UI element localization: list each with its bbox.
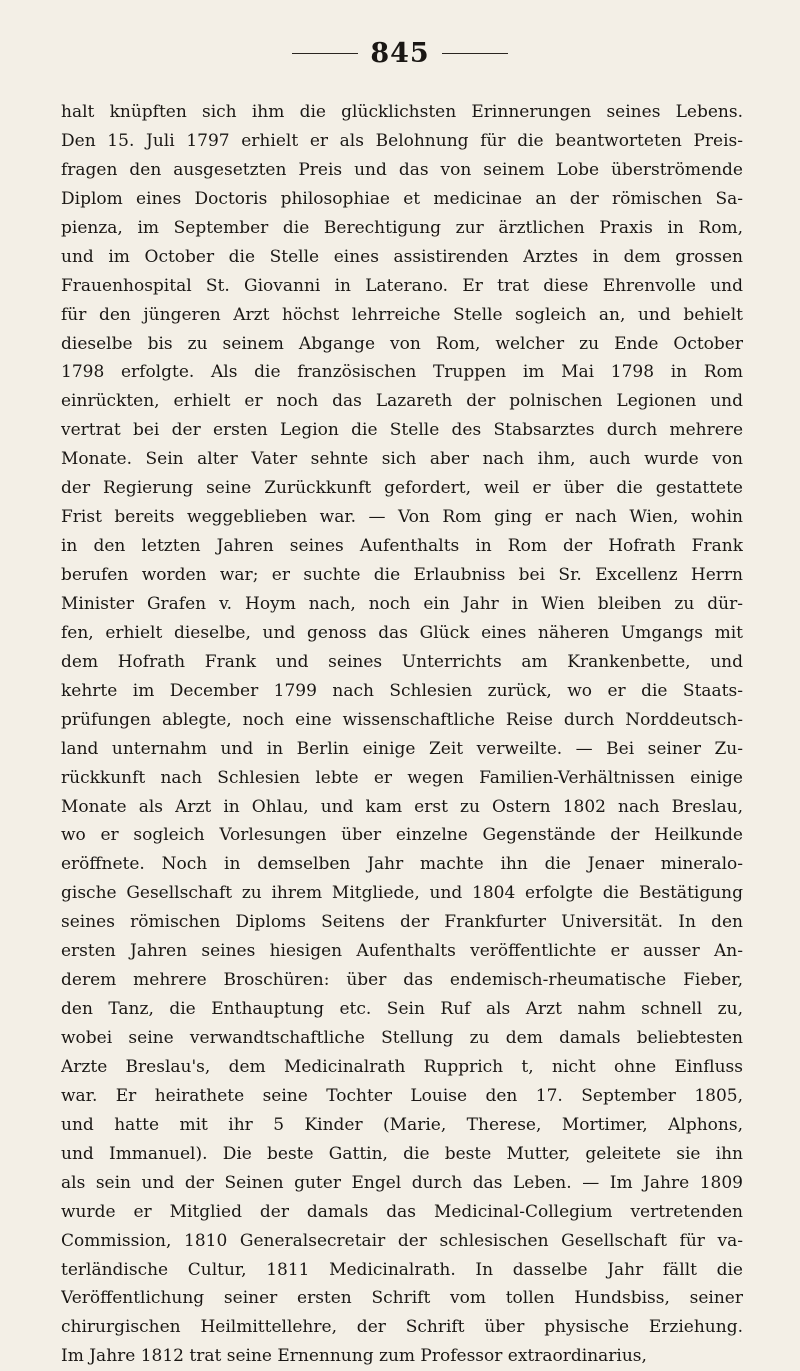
text-line: und im October die Stelle eines assistirenden Arztes in dem grossen (61, 246, 743, 267)
text-line: Veröffentlichung seiner ersten Schrift vom tollen Hundsbiss, seiner (61, 1288, 743, 1309)
text-line: derem mehrere Broschüren: über das endemisch-rheumatische Fieber, (61, 970, 743, 991)
text-line: wobei seine verwandtschaftliche Stellung zu dem damals beliebtesten (61, 1028, 743, 1048)
text-line: prüfungen ablegte, noch eine wissenschaftliche Reise durch Norddeutsch- (61, 709, 743, 730)
text-line: Minister Grafen v. Hoym nach, noch ein Jahr in Wien bleiben zu dür- (61, 593, 743, 614)
header-rule-right (442, 53, 508, 55)
text-line: Commission, 1810 Generalsecretair der schlesischen Gesellschaft für va- (61, 1230, 743, 1251)
text-line: halt knüpften sich ihm die glücklichsten Erinnerungen seines Lebens. (61, 102, 743, 122)
text-line: gische Gesellschaft zu ihrem Mitgliede, und 1804 erfolgte die Bestätigung (61, 883, 743, 904)
text-line: Diplom eines Doctoris philosophiae et medicinae an der römischen Sa- (61, 188, 743, 209)
text-line: Monate. Sein alter Vater sehnte sich aber nach ihm, auch wurde von (61, 449, 743, 470)
text-line: wurde er Mitglied der damals das Medicinal-Collegium vertretenden (61, 1201, 743, 1222)
text-line: den Tanz, die Enthauptung etc. Sein Ruf als Arzt nahm schnell zu, (61, 999, 743, 1020)
page-header (0, 38, 800, 69)
text-line: chirurgischen Heilmittellehre, der Schrift über physische Erziehung. (61, 1317, 743, 1338)
page-number: 845 (370, 38, 430, 69)
text-line: einrückten, erhielt er noch das Lazareth der polnischen Legionen und (61, 391, 743, 412)
text-line: und Immanuel). Die beste Gattin, die beste Mutter, geleitete sie ihn (61, 1143, 743, 1164)
text-line: dem Hofrath Frank und seines Unterrichts am Krankenbette, und (61, 651, 743, 672)
text-line: in den letzten Jahren seines Aufenthalts in Rom der Hofrath Frank (61, 536, 743, 557)
text-line: wo er sogleich Vorlesungen über einzelne Gegenstände der Heilkunde (61, 825, 743, 846)
text-line: Frauenhospital St. Giovanni in Laterano. Er trat diese Ehrenvolle und (61, 275, 743, 296)
body-text (61, 98, 743, 1371)
text-line: terländische Cultur, 1811 Medicinalrath. In dasselbe Jahr fällt die (61, 1259, 743, 1280)
header-rule-left (292, 53, 358, 55)
text-line: rückkunft nach Schlesien lebte er wegen Familien-Verhältnissen einige (61, 767, 743, 788)
text-line: ersten Jahren seines hiesigen Aufenthalts veröffentlichte er ausser An- (61, 941, 743, 962)
text-line: 1798 erfolgte. Als die französischen Truppen im Mai 1798 in Rom (61, 362, 743, 383)
text-line: und hatte mit ihr 5 Kinder (Marie, Therese, Mortimer, Alphons, (61, 1114, 743, 1135)
text-line: Den 15. Juli 1797 erhielt er als Belohnung für die beantworteten Preis- (61, 130, 743, 151)
text-line: pienza, im September die Berechtigung zur ärztlichen Praxis in Rom, (61, 217, 743, 238)
text-line: land unternahm und in Berlin einige Zeit verweilte. — Bei seiner Zu- (61, 738, 743, 759)
text-line: als sein und der Seinen guter Engel durch das Leben. — Im Jahre 1809 (61, 1172, 743, 1193)
text-line: fragen den ausgesetzten Preis und das von seinem Lobe überströmende (61, 159, 743, 180)
text-line: der Regierung seine Zurückkunft gefordert, weil er über die gestattete (61, 478, 743, 499)
text-line: seines römischen Diploms Seitens der Frankfurter Universität. In den (61, 912, 743, 933)
text-line: war. Er heirathete seine Tochter Louise den 17. September 1805, (61, 1085, 743, 1106)
text-line: Im Jahre 1812 trat seine Ernennung zum Professor extraordinarius, (61, 1346, 647, 1367)
text-line: eröffnete. Noch in demselben Jahr machte ihn die Jenaer mineralo- (61, 854, 743, 875)
text-line: Arzte Breslau's, dem Medicinalrath Rupprich t, nicht ohne Einfluss (61, 1056, 743, 1077)
text-line: kehrte im December 1799 nach Schlesien zurück, wo er die Staats- (61, 680, 743, 701)
text-line: Frist bereits weggeblieben war. — Von Rom ging er nach Wien, wohin (61, 507, 743, 528)
text-line: für den jüngeren Arzt höchst lehrreiche Stelle sogleich an, und behielt (61, 304, 743, 325)
text-line: fen, erhielt dieselbe, und genoss das Glück eines näheren Umgangs mit (61, 622, 743, 643)
text-line: Monate als Arzt in Ohlau, und kam erst zu Ostern 1802 nach Breslau, (61, 796, 743, 817)
text-line: berufen worden war; er suchte die Erlaubniss bei Sr. Excellenz Herrn (61, 565, 743, 585)
text-line: dieselbe bis zu seinem Abgange von Rom, welcher zu Ende October (61, 333, 743, 354)
text-line: vertrat bei der ersten Legion die Stelle des Stabsarztes durch mehrere (61, 420, 743, 441)
